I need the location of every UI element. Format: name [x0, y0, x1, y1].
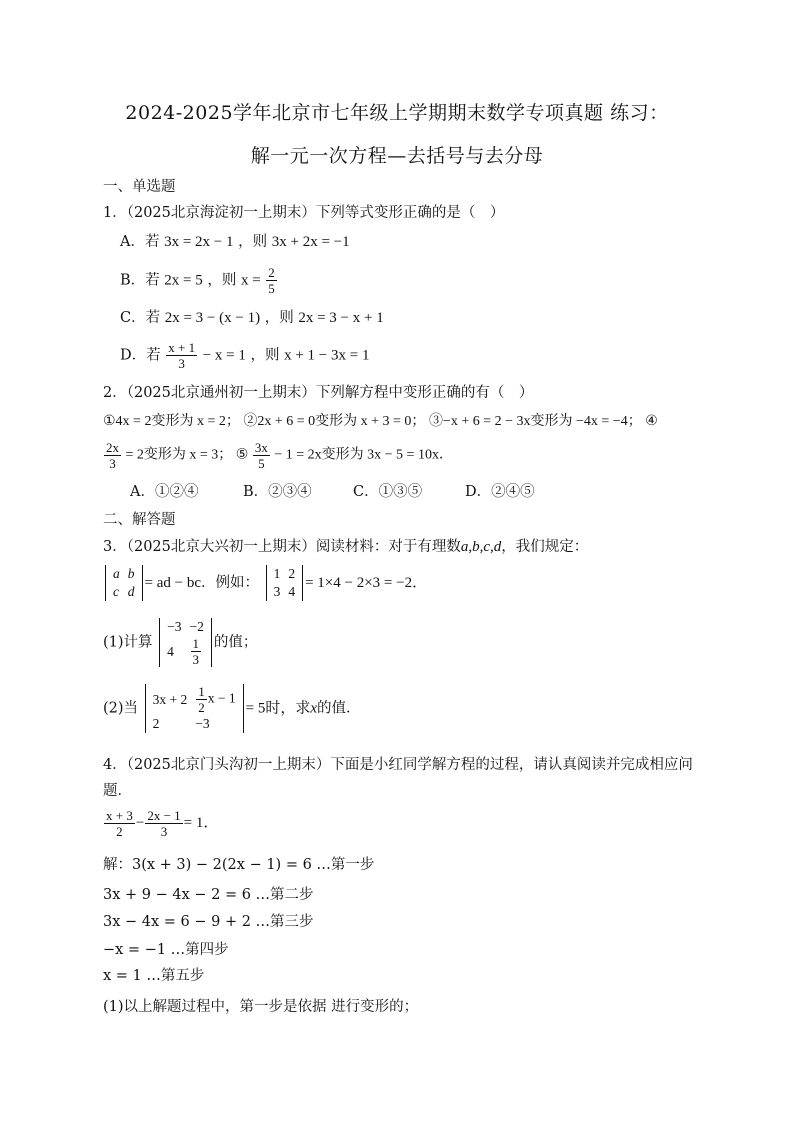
question-2-item-5-mark: ⑤	[235, 446, 249, 463]
part-2-var: x	[310, 700, 318, 717]
page-subtitle: 解一元一次方程—去括号与去分母	[250, 145, 544, 167]
part-1-label: (1)计算	[103, 634, 153, 651]
option-b-mid: ，则	[207, 272, 237, 289]
question-3-part-2	[103, 684, 361, 733]
option-c-mid: ，则	[264, 310, 294, 326]
option-a-eq1: 3x = 2x − 1	[164, 234, 234, 250]
option-a-eq2: 3x + 2x = −1	[271, 234, 350, 250]
option-d-fraction	[166, 340, 197, 371]
question-1-option-a	[120, 232, 350, 252]
fraction-numerator: 3x	[254, 440, 268, 455]
question-4-equation	[103, 808, 218, 839]
option-a-mid: ，则	[238, 234, 268, 250]
question-3-stem	[103, 537, 588, 557]
item-4-fraction	[104, 440, 121, 471]
part-1-end: 的值；	[213, 634, 258, 651]
question-2-item-2: ②2x + 6 = 0变形为 x + 3 = 0；	[243, 414, 426, 429]
det-cell	[186, 636, 208, 667]
fraction-denominator: 5	[258, 456, 265, 471]
question-1-option-c	[120, 308, 384, 328]
option-a-label: A．若	[120, 234, 160, 250]
fraction-numerator: 2x	[106, 440, 119, 455]
question-2-choice-b: B．②③④	[243, 484, 312, 500]
item-5-fraction	[253, 440, 270, 471]
question-2-item-1: ①4x = 2变形为 x = 2；	[103, 414, 240, 429]
section-heading-answer: 二、解答题	[103, 512, 176, 528]
question-3-vars: a,b,c,d	[460, 539, 502, 555]
question-2-choice-a: A．①②④	[130, 484, 199, 500]
option-d-label: D．若	[120, 347, 161, 364]
question-2-items-row1	[103, 411, 658, 432]
question-2-item-5: − 1 = 2x变形为 3x − 5 = 10x．	[274, 447, 453, 463]
definition-rhs: = ad − bc	[144, 575, 201, 591]
fraction-denominator: 3	[178, 356, 185, 371]
determinant-definition	[105, 565, 143, 601]
det-cell: b	[127, 566, 135, 581]
page-title: 2024-2025学年北京市七年级上学期期末数学专项真题 练习：	[125, 102, 669, 124]
det-cell: a	[113, 566, 120, 581]
det-cell: −3	[167, 619, 182, 634]
fraction-numerator: 1	[198, 684, 205, 699]
question-2-choice-c: C．①③⑤	[353, 484, 423, 500]
question-1-option-d	[120, 340, 369, 371]
fraction-denominator: 2	[198, 700, 205, 715]
fraction-numerator: x + 1	[168, 340, 196, 355]
option-d-eq2: x + 1 − 3x = 1	[284, 347, 370, 364]
equation-minus: −	[135, 814, 145, 831]
fraction-denominator: 3	[160, 824, 168, 839]
question-1-stem: 1．（2025北京海淀初一上期末）下列等式变形正确的是（ ）	[103, 205, 505, 221]
part-2-rhs: = 5时，求	[245, 700, 311, 717]
fraction-numerator: x + 3	[106, 808, 133, 823]
fraction-numerator: 1	[192, 636, 200, 651]
option-d-mid: ，则	[250, 347, 280, 364]
option-b-label: B．若	[120, 272, 160, 289]
fraction-denominator: 2	[116, 824, 123, 839]
question-2-items-row2	[103, 440, 453, 471]
question-2-choice-d: D．②④⑤	[465, 484, 535, 500]
det-cell: 4	[288, 584, 296, 599]
det-cell: d	[127, 584, 135, 599]
solution-step-2: 3x + 9 − 4x − 2 = 6 …第二步	[103, 887, 314, 903]
det-cell: −2	[189, 619, 204, 634]
equation-fraction-1	[104, 808, 135, 839]
fraction-numerator: 2x − 1	[147, 808, 181, 823]
question-3-part-1	[103, 618, 257, 667]
det-cell: 4	[167, 643, 174, 659]
determinant-part-2	[145, 684, 244, 733]
question-3-stem-text: 3．（2025北京大兴初一上期末）阅读材料：对于有理数	[103, 539, 461, 555]
det-cell: −3	[195, 716, 210, 731]
det-cell: 2	[288, 566, 296, 581]
fraction-denominator: 3	[109, 456, 116, 471]
example-rhs: = 1×4 − 2×3 = −2．	[305, 575, 428, 591]
question-3-stem-end: ，我们规定：	[501, 539, 589, 555]
fraction-denominator: 5	[268, 281, 275, 296]
question-4-stem-line-2: 题．	[103, 783, 132, 799]
solution-step-1: 解：3(x + 3) − 2(2x − 1) = 6 …第一步	[103, 857, 375, 873]
question-3-definition	[103, 565, 427, 601]
option-c-eq2: 2x = 3 − x + 1	[298, 310, 384, 326]
question-2-item-4-mark: ④	[645, 413, 658, 429]
option-b-fraction	[266, 265, 277, 296]
section-heading-single-choice: 一、单选题	[103, 179, 176, 195]
question-2-stem: 2．（2025北京通州初一上期末）下列解方程中变形正确的有（ ）	[103, 385, 534, 401]
det-cell	[191, 684, 239, 715]
det-fraction	[196, 684, 207, 715]
det-fraction	[191, 636, 202, 667]
det-cell: 1	[273, 566, 281, 581]
solution-step-5: x = 1 …第五步	[103, 968, 205, 984]
option-d-rest: − x = 1	[202, 347, 246, 364]
det-cell-rest: x − 1	[207, 690, 236, 706]
det-cell: 3	[273, 584, 281, 599]
part-2-label: (2)当	[103, 700, 139, 717]
question-4-part-1: (1)以上解题过程中，第一步是依据 进行变形的；	[103, 999, 419, 1015]
det-cell: c	[113, 584, 119, 599]
solution-step-4: −x = −1 …第四步	[103, 942, 229, 958]
equation-fraction-2	[145, 808, 182, 839]
fraction-denominator: 3	[192, 652, 200, 667]
solution-step-3: 3x − 4x = 6 − 9 + 2 …第三步	[103, 914, 314, 930]
determinant-example	[266, 565, 304, 601]
option-b-eq1: 2x = 5	[164, 272, 203, 289]
question-1-option-b	[120, 265, 278, 296]
question-2-item-4: = 2变形为 x = 3；	[125, 447, 233, 463]
question-4-stem-line-1: 4．（2025北京门头沟初一上期末）下面是小红同学解方程的过程，请认真阅读并完成相应问	[103, 757, 693, 773]
fraction-numerator: 2	[268, 265, 275, 280]
example-label: ．例如：	[200, 575, 259, 591]
option-c-label: C．若	[120, 310, 161, 326]
det-cell: 2	[152, 716, 160, 731]
part-2-end: 的值．	[317, 700, 361, 717]
option-c-eq1: 2x = 3 − (x − 1)	[164, 310, 261, 326]
det-cell: 3x + 2	[152, 691, 188, 707]
equation-rhs: = 1．	[183, 814, 219, 831]
option-b-lhs: x =	[240, 272, 261, 289]
determinant-part-1	[159, 618, 212, 667]
question-2-item-3: ③−x + 6 = 2 − 3x变形为 −4x = −4；	[428, 414, 642, 429]
